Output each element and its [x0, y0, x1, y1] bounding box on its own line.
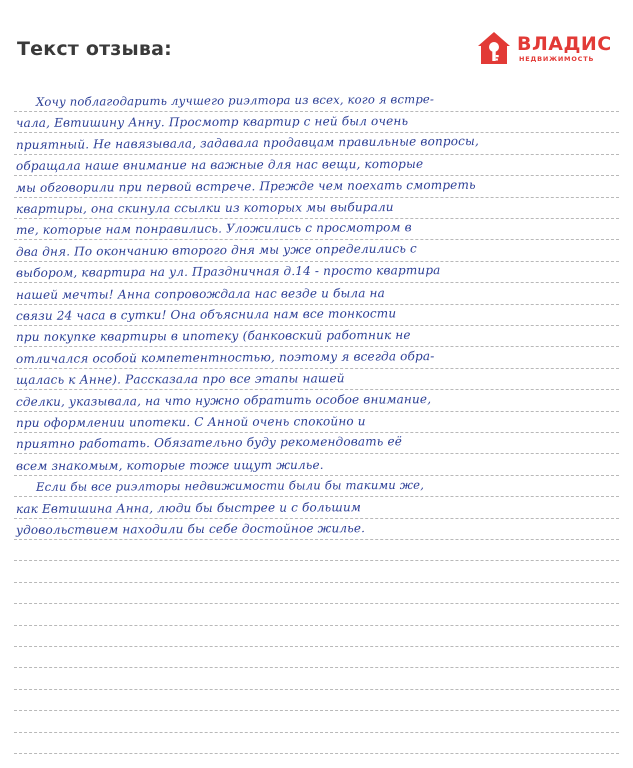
ruled-line [14, 689, 619, 690]
handwritten-line: удовольствием находили бы себе достойное жилье. [15, 521, 366, 537]
ruled-line [14, 582, 619, 583]
handwritten-line: обращала наше внимание на важные для нас вещи, которые [15, 157, 424, 174]
ruled-line [14, 496, 619, 497]
ruled-line [14, 175, 619, 176]
ruled-line [14, 154, 619, 155]
ruled-line [14, 560, 619, 561]
handwritten-line: выбором, квартира на ул. Праздничная д.14 - просто квартира [15, 263, 441, 281]
ruled-line [14, 325, 619, 326]
handwritten-line: Если бы все риэлторы недвижимости были бы такими же, [35, 478, 425, 495]
handwritten-line: квартиры, она скинула ссылки из которых мы выбирали [15, 200, 394, 216]
handwritten-line: те, которые нам понравились. Уложились с просмотром в [15, 220, 412, 238]
handwritten-line: два дня. По окончанию второго дня мы уже определились с [15, 241, 417, 259]
page-title: Текст отзыва: [17, 38, 172, 60]
ruled-line [14, 732, 619, 733]
ruled-line [14, 539, 619, 540]
ruled-line [14, 710, 619, 711]
company-logo [476, 28, 616, 68]
handwritten-line: всем знакомым, которые тоже ищут жилье. [15, 457, 324, 473]
logo-tagline: НЕДВИЖИМОСТЬ [519, 55, 595, 63]
handwritten-line: отличался особой компетентностью, поэтому я всегда обра- [15, 348, 435, 366]
handwritten-line: чала, Евтишину Анну. Просмотр квартир с ней был очень [15, 114, 409, 131]
ruled-line [14, 518, 619, 519]
handwritten-line: Хочу поблагодарить лучшего риэлтора из всех, кого я встре- [35, 92, 435, 109]
handwritten-line: сделки, указывала, на что нужно обратить особое внимание, [15, 391, 432, 409]
handwritten-line: при оформлении ипотеки. С Анной очень спокойно и [15, 414, 366, 430]
ruled-line [14, 753, 619, 754]
house-key-icon [476, 30, 512, 66]
review-text-area [14, 92, 619, 765]
handwritten-line: как Евтишина Анна, люди бы быстрее и с большим [15, 499, 362, 516]
handwritten-line: щалась к Анне). Рассказала про все этапы нашей [15, 371, 345, 388]
ruled-line [14, 646, 619, 647]
ruled-line [14, 603, 619, 604]
logo-name: ВЛАДИС [517, 33, 612, 55]
ruled-line [14, 282, 619, 283]
ruled-line [14, 111, 619, 112]
handwritten-line: приятно работать. Обязательно буду рекомендовать её [15, 434, 403, 452]
handwritten-line: при покупке квартиры в ипотеку (банковский работник не [15, 328, 411, 345]
ruled-line [14, 411, 619, 412]
ruled-line [14, 625, 619, 626]
ruled-line [14, 475, 619, 476]
handwritten-line: мы обговорили при первой встрече. Прежде чем поехать смотреть [15, 177, 476, 195]
ruled-line [14, 346, 619, 347]
handwritten-line: связи 24 часа в сутки! Она объяснила нам все тонкости [15, 306, 397, 323]
ruled-line [14, 389, 619, 390]
ruled-line [14, 197, 619, 198]
handwritten-line: приятный. Не навязывала, задавала продавцам правильные вопросы, [15, 133, 480, 152]
ruled-line [14, 368, 619, 369]
ruled-line [14, 453, 619, 454]
handwritten-line: нашей мечты! Анна сопровождала нас везде и была на [15, 285, 386, 302]
ruled-line [14, 667, 619, 668]
